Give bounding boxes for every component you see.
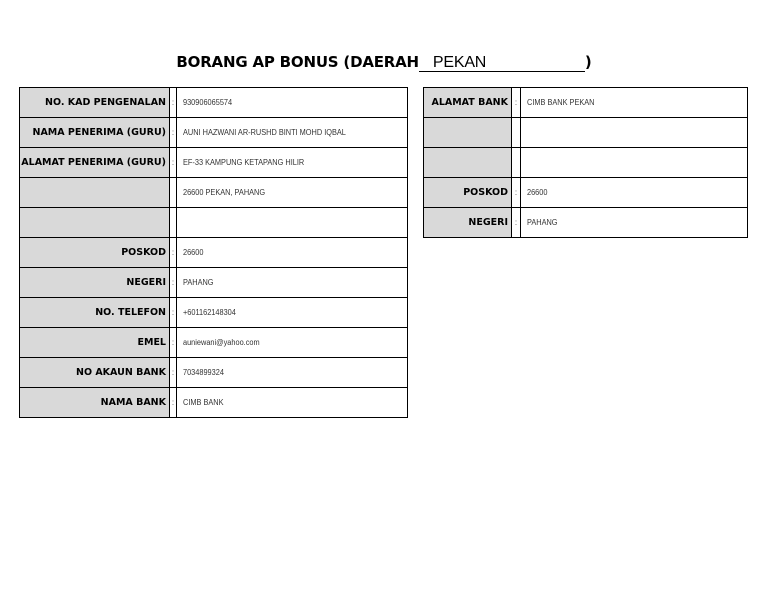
value-text: 26600 PEKAN, PAHANG [183,188,266,197]
value-alamat-line-3[interactable] [177,208,408,238]
value-alamat-bank[interactable] [521,88,748,118]
label-no-akaun-bank: NO AKAUN BANK [20,358,170,388]
label-empty [20,178,170,208]
colon-separator: : [170,118,177,148]
value-alamat-bank-line-2[interactable] [521,118,748,148]
row-bank-negeri [424,208,748,238]
value-text: PAHANG [183,278,214,287]
label-nama-penerima: NAMA PENERIMA (GURU) [20,118,170,148]
row-alamat-line-3 [20,208,408,238]
value-alamat-line-2[interactable] [177,178,408,208]
recipient-details-table [19,87,408,418]
row-alamat-bank [424,88,748,118]
value-bank-negeri[interactable] [521,208,748,238]
row-no-telefon [20,298,408,328]
value-text: 26600 [527,188,548,197]
form-title-prefix: BORANG AP BONUS (DAERAH [176,53,419,71]
row-alamat-bank-line-2 [424,118,748,148]
value-alamat-bank-line-3[interactable] [521,148,748,178]
row-nama-penerima [20,118,408,148]
colon-empty [512,118,521,148]
value-nama-bank[interactable] [177,388,408,418]
label-bank-poskod: POSKOD [424,178,512,208]
colon-separator: : [170,358,177,388]
value-text: CIMB BANK PEKAN [527,98,595,107]
label-emel: EMEL [20,328,170,358]
colon-separator: : [170,238,177,268]
daerah-field[interactable]: PEKAN [419,55,585,72]
colon-separator: : [170,268,177,298]
label-negeri: NEGERI [20,268,170,298]
form-title [0,53,768,72]
form-title-suffix: ) [584,53,592,71]
label-no-telefon: NO. TELEFON [20,298,170,328]
label-empty [424,148,512,178]
value-text: PAHANG [527,218,558,227]
colon-empty [170,178,177,208]
value-alamat-line-1[interactable] [177,148,408,178]
label-empty [20,208,170,238]
row-poskod [20,238,408,268]
value-no-akaun-bank[interactable] [177,358,408,388]
value-text: auniewani@yahoo.com [183,338,260,347]
label-alamat-bank: ALAMAT BANK [424,88,512,118]
colon-separator: : [512,178,521,208]
value-negeri[interactable] [177,268,408,298]
value-text: +601162148304 [183,308,236,317]
value-text: CIMB BANK [183,398,224,407]
value-no-telefon[interactable] [177,298,408,328]
colon-separator: : [170,328,177,358]
value-text: AUNI HAZWANI AR-RUSHD BINTI MOHD IQBAL [183,128,346,137]
label-poskod: POSKOD [20,238,170,268]
row-no-kad-pengenalan [20,88,408,118]
value-text: 930906065574 [183,98,233,107]
value-poskod[interactable] [177,238,408,268]
value-text: 7034899324 [183,368,224,377]
row-emel [20,328,408,358]
colon-separator: : [170,388,177,418]
row-bank-poskod [424,178,748,208]
label-no-kad-pengenalan: NO. KAD PENGENALAN [20,88,170,118]
value-text: EF-33 KAMPUNG KETAPANG HILIR [183,158,305,167]
colon-empty [170,208,177,238]
row-no-akaun-bank [20,358,408,388]
label-empty [424,118,512,148]
value-no-kad-pengenalan[interactable] [177,88,408,118]
colon-separator: : [170,298,177,328]
value-bank-poskod[interactable] [521,178,748,208]
row-negeri [20,268,408,298]
bank-details-table [423,87,748,238]
row-alamat-line-2 [20,178,408,208]
colon-separator: : [512,88,521,118]
row-nama-bank [20,388,408,418]
colon-separator: : [512,208,521,238]
colon-separator: : [170,148,177,178]
row-alamat-penerima [20,148,408,178]
colon-empty [512,148,521,178]
value-emel[interactable] [177,328,408,358]
label-nama-bank: NAMA BANK [20,388,170,418]
value-nama-penerima[interactable] [177,118,408,148]
colon-separator: : [170,88,177,118]
row-alamat-bank-line-3 [424,148,748,178]
label-bank-negeri: NEGERI [424,208,512,238]
value-text: 26600 [183,248,204,257]
label-alamat-penerima: ALAMAT PENERIMA (GURU) [20,148,170,178]
